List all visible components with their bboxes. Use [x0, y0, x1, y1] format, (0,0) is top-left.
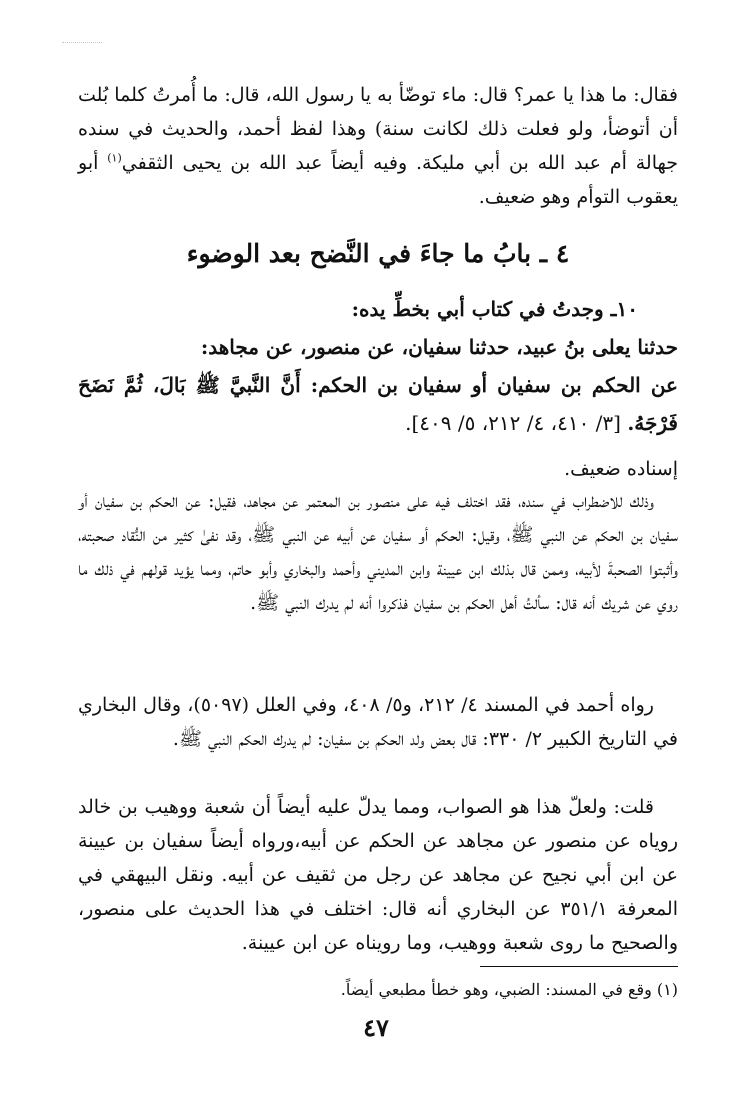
commentary-paragraph-2: رواه أحمد في المسند ٤/ ٢١٢، و٥/ ٤٠٨، وفي العلل (٥٠٩٧)، وقال البخاري في التاريخ الكبير ٢/ ٣٣٠: قال بعض ولد الحكم بن سفيان: لم يدرك الحكم النبي ﷺ. [78, 694, 678, 750]
hadith-source-line: ١٠ـ وجدتُ في كتاب أبي بخطِّ يده: [351, 297, 638, 321]
page-number: ٤٧ [363, 1013, 389, 1042]
intro-text: فقال: ما هذا يا عمر؟ قال: ماء توضّأ به يا رسول الله، قال: ما أُمرتُ كلما بُلت أن أتوضأ، ولو فعلت ذلك لكانت سنة) وهذا لفظ أحمد، والحديث في سنده جهالة أم عبد الله بن أبي مليكة. وفيه أيضاً عبد الله بن يحيى الثقفي [78, 84, 679, 174]
hadith-isnad-line: حدثنا يعلى بنُ عبيد، حدثنا سفيان، عن منصور، عن مجاهد: [200, 335, 678, 359]
commentary-paragraph-1: وذلك للاضطراب في سنده، فقد اختلف فيه على منصور بن المعتمر عن مجاهد، فقيل: عن الحكم بن سفيان أو سفيان بن الحكم عن النبي ﷺ، وقيل: الحكم أو سفيان عن أبيه عن النبي ﷺ، وقد نفىٰ كثير من النُّقاد صحبته، وأثبتوا الصحبةَ لأبيه، وممن قال بذلك ابن عيينة وابن المديني وأحمد والبخاري وأبو حاتم، ومما يؤيد قولهم في ذلك ما روي عن شريك أنه قال: سألتُ أهل الحكم بن سفيان فذكروا أنه لم يدرك النبي ﷺ. [78, 490, 678, 614]
intro-paragraph [78, 78, 678, 214]
chapter-title: ٤ ـ بابُ ما جاءَ في النَّضح بعد الوضوء [186, 239, 570, 268]
footnote-divider [480, 966, 678, 967]
intro-tail: أبو يعقوب التوأم وهو ضعيف. [78, 152, 678, 208]
footnote-reference: (١) [107, 151, 122, 165]
hadith-matn [78, 366, 678, 442]
hadith-block [78, 290, 678, 442]
isnad-grade: إسناده ضعيف. [564, 458, 678, 480]
hadith-matn-text: عن الحكم بن سفيان أو سفيان بن الحكم: أَنَّ النَّبيَّ ﷺ بَالَ، ثُمَّ نَضَحَ فَرْجَهُ. [78, 373, 678, 435]
commentary-paragraph-3: قلت: ولعلّ هذا هو الصواب، ومما يدلّ عليه أيضاً أن شعبة ووهيب بن خالد روياه عن منصور عن مجاهد عن الحكم عن أبيه،ورواه أيضاً سفيان بن عيينة عن ابن أبي نجيح عن مجاهد عن رجل من ثقيف عن أبيه. ونقل البيهقي في المعرفة ٣٥١/١ عن البخاري أنه قال: اختلف في هذا الحديث على منصور، والصحيح ما روى شعبة ووهيب، وما رويناه عن ابن عيينة. [78, 796, 678, 954]
footnote: (١) وقع في المسند: الضبي، وهو خطأ مطبعي أيضاً. [340, 980, 678, 999]
hadith-reference: [٣/ ٤١٠، ٤/ ٢١٢، ٥/ ٤٠٩]. [405, 411, 628, 435]
scan-artifact [62, 42, 102, 45]
